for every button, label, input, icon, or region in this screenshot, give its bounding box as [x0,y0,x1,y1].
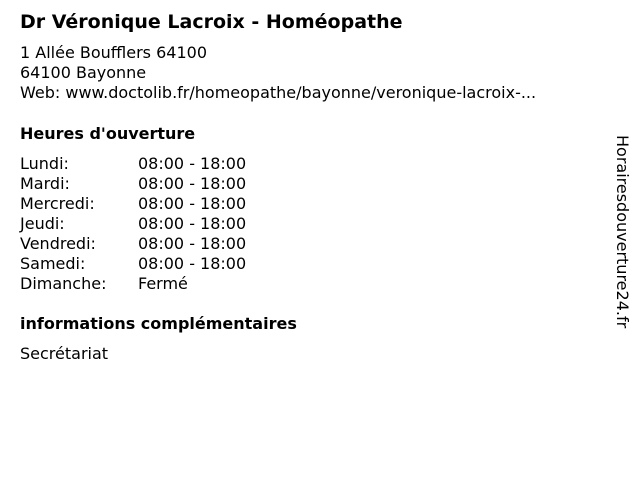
address-line-city: 64100 Bayonne [20,63,147,82]
opening-hours-heading: Heures d'ouverture [20,124,196,143]
hours-day-label: Dimanche: [20,274,107,293]
hours-time-value: Fermé [138,274,188,293]
hours-time-value: 08:00 - 18:00 [138,214,247,233]
hours-time-value: 08:00 - 18:00 [138,194,247,213]
address-block [20,43,536,103]
page-title: Dr Véronique Lacroix - Homéopathe [20,11,403,33]
hours-day-label: Jeudi: [20,214,65,233]
hours-day-label: Mercredi: [20,194,95,213]
additional-info-text: Secrétariat [20,344,109,363]
hours-day-label: Mardi: [20,174,70,193]
hours-time-value: 08:00 - 18:00 [138,154,247,173]
hours-time-value: 08:00 - 18:00 [138,234,247,253]
hours-day-label: Samedi: [20,254,86,273]
hours-time-value: 08:00 - 18:00 [138,174,247,193]
hours-day-label: Vendredi: [20,234,96,253]
website-line: Web: www.doctolib.fr/homeopathe/bayonne/veronique-lacroix-... [20,83,537,102]
hours-time-value: 08:00 - 18:00 [138,254,247,273]
hours-day-label: Lundi: [20,154,69,173]
site-watermark: Horairesdouverture24.fr [613,135,632,329]
additional-info-heading: informations complémentaires [20,314,297,333]
address-line-street: 1 Allée Boufflers 64100 [20,43,207,62]
